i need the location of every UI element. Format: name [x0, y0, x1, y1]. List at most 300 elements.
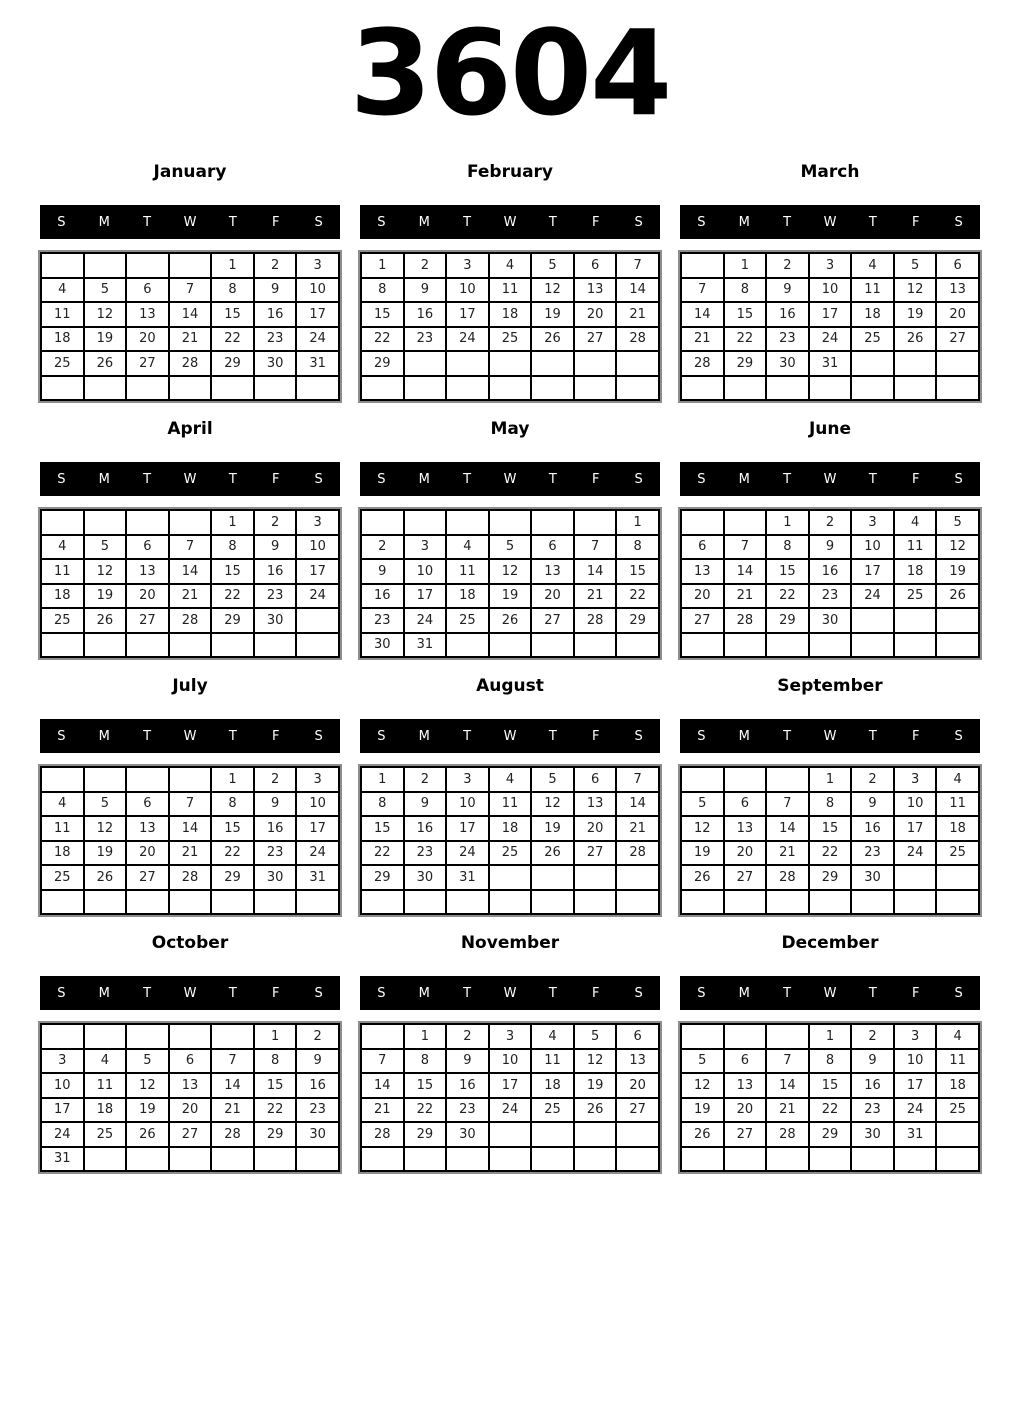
day-cell: 4	[489, 253, 532, 278]
day-cell: 29	[809, 1122, 852, 1147]
day-cell: 11	[41, 559, 84, 584]
weekday-label: S	[377, 985, 386, 1001]
weekday-label: S	[697, 214, 706, 230]
weekday-label: S	[697, 985, 706, 1001]
empty-day-cell	[531, 510, 574, 535]
day-cell: 9	[254, 535, 297, 560]
empty-day-cell	[574, 1122, 617, 1147]
empty-day-cell	[851, 633, 894, 658]
day-cell: 25	[489, 327, 532, 352]
weekday-label: W	[823, 728, 837, 744]
day-cell: 1	[254, 1024, 297, 1049]
day-cell: 14	[211, 1073, 254, 1098]
month-grid	[40, 252, 340, 401]
day-cell: 13	[936, 278, 979, 303]
week-row	[681, 890, 979, 915]
day-cell: 22	[361, 841, 404, 866]
weekday-label: S	[314, 985, 323, 1001]
week-row	[681, 841, 979, 866]
day-cell: 6	[574, 253, 617, 278]
day-cell: 19	[84, 841, 127, 866]
empty-day-cell	[126, 1147, 169, 1172]
day-cell: 17	[894, 816, 937, 841]
weekday-label: S	[634, 728, 643, 744]
week-row	[41, 890, 339, 915]
weekday-label: M	[738, 728, 750, 744]
empty-day-cell	[84, 376, 127, 401]
week-row	[41, 767, 339, 792]
week-row	[361, 302, 659, 327]
weekday-label: M	[418, 471, 430, 487]
day-cell: 24	[851, 584, 894, 609]
empty-day-cell	[126, 890, 169, 915]
empty-day-cell	[41, 376, 84, 401]
day-cell: 3	[296, 510, 339, 535]
day-cell: 8	[724, 278, 767, 303]
empty-day-cell	[766, 890, 809, 915]
weekday-label: T	[783, 214, 792, 230]
day-cell: 11	[531, 1049, 574, 1074]
day-cell: 4	[936, 767, 979, 792]
day-cell: 5	[531, 767, 574, 792]
day-cell: 30	[296, 1122, 339, 1147]
month-name: September	[777, 676, 883, 696]
day-cell: 20	[531, 584, 574, 609]
empty-day-cell	[724, 767, 767, 792]
week-row	[361, 865, 659, 890]
day-cell: 18	[531, 1073, 574, 1098]
empty-day-cell	[616, 1147, 659, 1172]
day-cell: 17	[851, 559, 894, 584]
week-row	[681, 376, 979, 401]
empty-day-cell	[404, 890, 447, 915]
day-cell: 5	[489, 535, 532, 560]
empty-day-cell	[84, 1024, 127, 1049]
empty-day-cell	[851, 376, 894, 401]
day-cell: 6	[574, 767, 617, 792]
day-cell: 9	[851, 792, 894, 817]
day-cell: 19	[84, 327, 127, 352]
empty-day-cell	[169, 1024, 212, 1049]
week-row	[361, 767, 659, 792]
empty-day-cell	[84, 767, 127, 792]
day-cell: 23	[361, 608, 404, 633]
day-cell: 15	[361, 816, 404, 841]
month-june	[680, 419, 980, 658]
day-cell: 13	[574, 792, 617, 817]
day-cell: 16	[851, 816, 894, 841]
day-cell: 15	[211, 816, 254, 841]
day-cell: 25	[489, 841, 532, 866]
empty-day-cell	[574, 633, 617, 658]
day-cell: 4	[41, 792, 84, 817]
week-row	[361, 608, 659, 633]
weekday-label: S	[57, 985, 66, 1001]
weekday-label: F	[591, 214, 600, 230]
day-cell: 19	[574, 1073, 617, 1098]
week-row	[361, 510, 659, 535]
weekday-label: S	[377, 471, 386, 487]
weekday-label: F	[911, 214, 920, 230]
day-cell: 25	[41, 351, 84, 376]
day-cell: 13	[531, 559, 574, 584]
empty-day-cell	[766, 1024, 809, 1049]
day-cell: 18	[489, 816, 532, 841]
empty-day-cell	[169, 253, 212, 278]
weekday-label: F	[591, 728, 600, 744]
empty-day-cell	[616, 890, 659, 915]
empty-day-cell	[894, 608, 937, 633]
weekday-label: T	[143, 985, 152, 1001]
day-cell: 13	[169, 1073, 212, 1098]
weekday-label: W	[183, 214, 197, 230]
week-row	[41, 865, 339, 890]
day-cell: 26	[574, 1098, 617, 1123]
week-row	[41, 351, 339, 376]
empty-day-cell	[936, 376, 979, 401]
day-cell: 15	[809, 816, 852, 841]
weekday-label: S	[634, 214, 643, 230]
day-cell: 12	[126, 1073, 169, 1098]
empty-day-cell	[851, 351, 894, 376]
weekday-label: S	[697, 471, 706, 487]
weekday-label: W	[183, 471, 197, 487]
weekday-header-row	[40, 719, 340, 753]
week-row	[41, 302, 339, 327]
day-cell: 19	[681, 1098, 724, 1123]
day-cell: 20	[126, 584, 169, 609]
day-cell: 31	[296, 865, 339, 890]
day-cell: 6	[126, 535, 169, 560]
day-cell: 29	[809, 865, 852, 890]
day-cell: 22	[211, 584, 254, 609]
day-cell: 17	[404, 584, 447, 609]
day-cell: 1	[616, 510, 659, 535]
weekday-label: M	[738, 471, 750, 487]
day-cell: 11	[936, 792, 979, 817]
empty-day-cell	[84, 890, 127, 915]
week-row	[681, 559, 979, 584]
day-cell: 10	[489, 1049, 532, 1074]
empty-day-cell	[169, 376, 212, 401]
day-cell: 7	[616, 767, 659, 792]
empty-day-cell	[169, 1147, 212, 1172]
weekday-label: T	[548, 471, 557, 487]
day-cell: 4	[41, 535, 84, 560]
weekday-label: T	[868, 471, 877, 487]
empty-day-cell	[126, 253, 169, 278]
week-row	[41, 1024, 339, 1049]
week-row	[361, 278, 659, 303]
weekday-label: F	[911, 985, 920, 1001]
day-cell: 7	[766, 792, 809, 817]
day-cell: 26	[681, 1122, 724, 1147]
week-row	[41, 1049, 339, 1074]
day-cell: 26	[894, 327, 937, 352]
weekday-label: T	[228, 214, 237, 230]
empty-day-cell	[211, 890, 254, 915]
day-cell: 8	[254, 1049, 297, 1074]
empty-day-cell	[84, 253, 127, 278]
empty-day-cell	[361, 376, 404, 401]
day-cell: 24	[809, 327, 852, 352]
day-cell: 30	[254, 865, 297, 890]
empty-day-cell	[446, 633, 489, 658]
day-cell: 1	[404, 1024, 447, 1049]
month-grid	[680, 509, 980, 658]
weekday-label: S	[314, 214, 323, 230]
empty-day-cell	[41, 633, 84, 658]
empty-day-cell	[936, 890, 979, 915]
day-cell: 3	[296, 253, 339, 278]
day-cell: 11	[84, 1073, 127, 1098]
day-cell: 7	[766, 1049, 809, 1074]
day-cell: 12	[574, 1049, 617, 1074]
day-cell: 25	[446, 608, 489, 633]
day-cell: 7	[616, 253, 659, 278]
empty-day-cell	[126, 633, 169, 658]
week-row	[361, 890, 659, 915]
week-row	[681, 1147, 979, 1172]
week-row	[41, 584, 339, 609]
weekday-label: T	[463, 728, 472, 744]
week-row	[361, 535, 659, 560]
day-cell: 5	[936, 510, 979, 535]
empty-day-cell	[41, 767, 84, 792]
day-cell: 1	[361, 253, 404, 278]
day-cell: 20	[936, 302, 979, 327]
day-cell: 29	[616, 608, 659, 633]
day-cell: 28	[766, 865, 809, 890]
empty-day-cell	[169, 633, 212, 658]
weekday-label: M	[738, 214, 750, 230]
empty-day-cell	[169, 767, 212, 792]
weekday-label: T	[783, 985, 792, 1001]
empty-day-cell	[446, 510, 489, 535]
weekday-header-row	[680, 205, 980, 239]
day-cell: 26	[936, 584, 979, 609]
day-cell: 21	[681, 327, 724, 352]
day-cell: 8	[404, 1049, 447, 1074]
day-cell: 16	[296, 1073, 339, 1098]
day-cell: 21	[616, 816, 659, 841]
day-cell: 9	[404, 792, 447, 817]
weekday-label: S	[954, 728, 963, 744]
weekday-label: T	[463, 985, 472, 1001]
day-cell: 22	[724, 327, 767, 352]
week-row	[681, 1098, 979, 1123]
month-name: January	[153, 162, 227, 182]
day-cell: 17	[809, 302, 852, 327]
month-december	[680, 933, 980, 1172]
month-july	[40, 676, 340, 915]
month-name: November	[460, 933, 560, 953]
day-cell: 18	[41, 327, 84, 352]
empty-day-cell	[531, 351, 574, 376]
week-row	[361, 1024, 659, 1049]
day-cell: 22	[616, 584, 659, 609]
week-row	[681, 1122, 979, 1147]
week-row	[681, 278, 979, 303]
day-cell: 21	[574, 584, 617, 609]
empty-day-cell	[211, 1147, 254, 1172]
day-cell: 24	[489, 1098, 532, 1123]
day-cell: 21	[724, 584, 767, 609]
empty-day-cell	[404, 376, 447, 401]
week-row	[361, 1122, 659, 1147]
week-row	[681, 816, 979, 841]
week-row	[41, 1073, 339, 1098]
day-cell: 26	[531, 841, 574, 866]
day-cell: 9	[446, 1049, 489, 1074]
day-cell: 7	[724, 535, 767, 560]
day-cell: 15	[404, 1073, 447, 1098]
day-cell: 7	[574, 535, 617, 560]
day-cell: 7	[361, 1049, 404, 1074]
day-cell: 13	[616, 1049, 659, 1074]
day-cell: 14	[766, 1073, 809, 1098]
weekday-label: T	[143, 471, 152, 487]
week-row	[361, 584, 659, 609]
empty-day-cell	[531, 865, 574, 890]
day-cell: 10	[41, 1073, 84, 1098]
day-cell: 20	[126, 327, 169, 352]
day-cell: 14	[574, 559, 617, 584]
day-cell: 2	[446, 1024, 489, 1049]
day-cell: 28	[361, 1122, 404, 1147]
empty-day-cell	[446, 1147, 489, 1172]
empty-day-cell	[41, 890, 84, 915]
week-row	[41, 510, 339, 535]
day-cell: 3	[489, 1024, 532, 1049]
day-cell: 5	[84, 535, 127, 560]
empty-day-cell	[681, 767, 724, 792]
day-cell: 20	[681, 584, 724, 609]
day-cell: 22	[809, 841, 852, 866]
empty-day-cell	[446, 890, 489, 915]
empty-day-cell	[574, 1147, 617, 1172]
day-cell: 27	[724, 865, 767, 890]
month-name: October	[151, 933, 229, 953]
day-cell: 15	[211, 302, 254, 327]
month-name: August	[476, 676, 544, 696]
day-cell: 12	[531, 792, 574, 817]
day-cell: 23	[404, 841, 447, 866]
day-cell: 19	[489, 584, 532, 609]
day-cell: 25	[894, 584, 937, 609]
day-cell: 29	[724, 351, 767, 376]
day-cell: 12	[489, 559, 532, 584]
weekday-header-row	[40, 462, 340, 496]
weekday-label: F	[911, 471, 920, 487]
day-cell: 6	[126, 278, 169, 303]
week-row	[681, 633, 979, 658]
day-cell: 30	[851, 1122, 894, 1147]
day-cell: 21	[766, 841, 809, 866]
week-row	[361, 253, 659, 278]
day-cell: 12	[894, 278, 937, 303]
day-cell: 5	[84, 278, 127, 303]
week-row	[681, 327, 979, 352]
day-cell: 29	[766, 608, 809, 633]
weekday-label: T	[783, 471, 792, 487]
empty-day-cell	[296, 890, 339, 915]
day-cell: 14	[616, 278, 659, 303]
day-cell: 16	[404, 816, 447, 841]
day-cell: 10	[851, 535, 894, 560]
weekday-label: S	[634, 985, 643, 1001]
week-row	[681, 253, 979, 278]
empty-day-cell	[169, 890, 212, 915]
weekday-header-row	[360, 205, 660, 239]
day-cell: 28	[724, 608, 767, 633]
empty-day-cell	[681, 253, 724, 278]
day-cell: 13	[574, 278, 617, 303]
week-row	[41, 1147, 339, 1172]
empty-day-cell	[296, 376, 339, 401]
empty-day-cell	[489, 510, 532, 535]
day-cell: 11	[894, 535, 937, 560]
day-cell: 13	[724, 816, 767, 841]
day-cell: 1	[361, 767, 404, 792]
weekday-label: F	[271, 985, 280, 1001]
week-row	[681, 767, 979, 792]
day-cell: 15	[361, 302, 404, 327]
week-row	[361, 559, 659, 584]
day-cell: 6	[169, 1049, 212, 1074]
day-cell: 25	[41, 608, 84, 633]
day-cell: 22	[211, 841, 254, 866]
day-cell: 9	[254, 792, 297, 817]
day-cell: 5	[531, 253, 574, 278]
day-cell: 26	[84, 865, 127, 890]
weekday-label: S	[954, 214, 963, 230]
day-cell: 14	[681, 302, 724, 327]
month-february	[360, 162, 660, 401]
month-name: June	[808, 419, 852, 439]
week-row	[681, 1049, 979, 1074]
empty-day-cell	[361, 890, 404, 915]
empty-day-cell	[489, 633, 532, 658]
empty-day-cell	[809, 376, 852, 401]
empty-day-cell	[254, 1147, 297, 1172]
day-cell: 3	[446, 253, 489, 278]
weekday-label: S	[57, 728, 66, 744]
day-cell: 27	[126, 351, 169, 376]
day-cell: 24	[404, 608, 447, 633]
week-row	[41, 559, 339, 584]
day-cell: 10	[894, 1049, 937, 1074]
month-grid	[680, 252, 980, 401]
day-cell: 6	[616, 1024, 659, 1049]
weekday-label: W	[183, 728, 197, 744]
day-cell: 8	[211, 535, 254, 560]
empty-day-cell	[616, 376, 659, 401]
empty-day-cell	[361, 510, 404, 535]
empty-day-cell	[531, 376, 574, 401]
day-cell: 1	[766, 510, 809, 535]
weekday-header-row	[680, 462, 980, 496]
day-cell: 25	[531, 1098, 574, 1123]
day-cell: 27	[616, 1098, 659, 1123]
day-cell: 9	[766, 278, 809, 303]
day-cell: 11	[489, 792, 532, 817]
week-row	[681, 535, 979, 560]
day-cell: 23	[404, 327, 447, 352]
day-cell: 4	[41, 278, 84, 303]
day-cell: 3	[41, 1049, 84, 1074]
day-cell: 11	[41, 302, 84, 327]
